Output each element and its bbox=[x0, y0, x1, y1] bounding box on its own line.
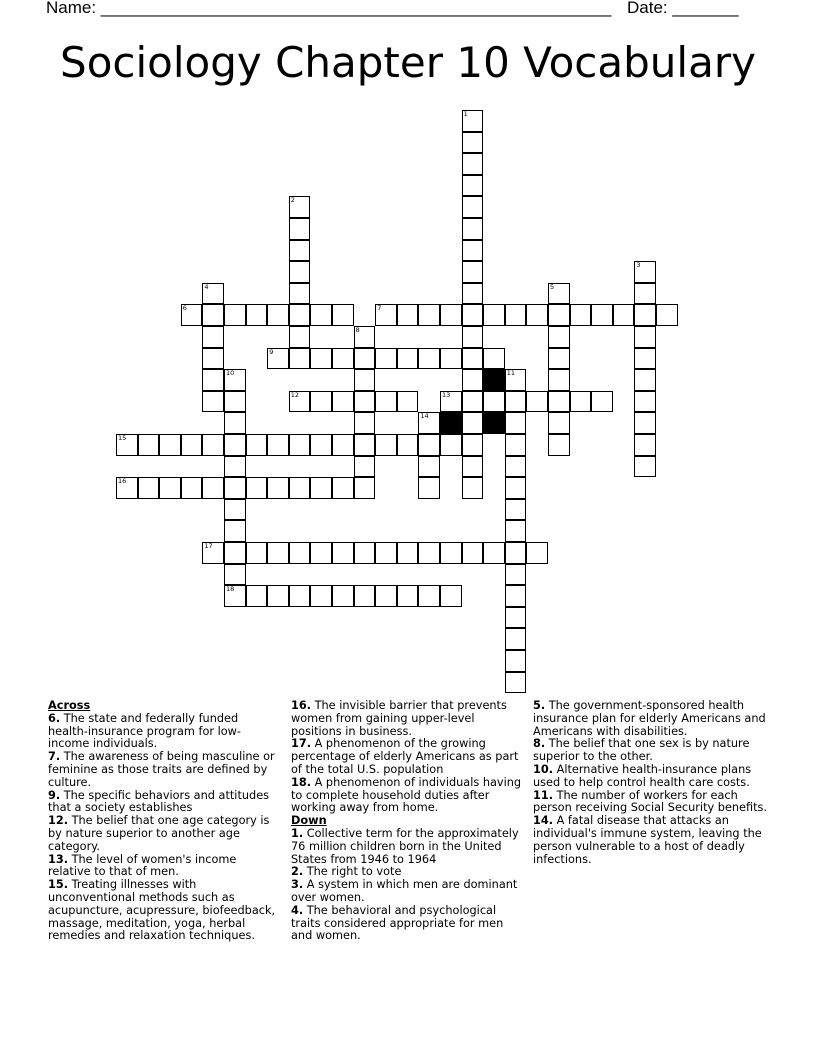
clue-item-text: The state and federally funded health-insurance program for low-income individuals. bbox=[48, 711, 241, 751]
grid-cell[interactable] bbox=[224, 542, 246, 564]
clue-item-text: A phenomenon of the growing percentage of elderly Americans as part of the total U.S. population bbox=[291, 737, 519, 776]
grid-cell[interactable] bbox=[462, 391, 484, 413]
grid-cell[interactable] bbox=[202, 542, 224, 564]
clue-number: 8 bbox=[355, 326, 360, 334]
grid-cell[interactable] bbox=[159, 434, 181, 456]
clue-item bbox=[533, 815, 769, 866]
clue-number: 11 bbox=[506, 369, 516, 378]
clue-item bbox=[48, 854, 280, 880]
clue-item bbox=[533, 700, 769, 738]
clue-item bbox=[533, 738, 769, 764]
grid-cell[interactable] bbox=[613, 304, 635, 326]
grid-cell[interactable] bbox=[505, 304, 527, 326]
grid-cell[interactable] bbox=[591, 304, 613, 326]
grid-cell[interactable] bbox=[267, 477, 289, 499]
grid-cell[interactable] bbox=[224, 499, 246, 521]
clue-item-text: The right to vote bbox=[303, 865, 402, 879]
page-title: Sociology Chapter 10 Vocabulary bbox=[60, 38, 756, 87]
grid-cell[interactable] bbox=[462, 196, 484, 218]
grid-cell[interactable] bbox=[418, 304, 440, 326]
grid-cell[interactable] bbox=[440, 304, 462, 326]
grid-cell[interactable] bbox=[634, 304, 656, 326]
grid-cell[interactable] bbox=[289, 240, 311, 262]
grid-cell[interactable] bbox=[246, 477, 268, 499]
clue-item bbox=[291, 828, 523, 866]
grid-cell[interactable] bbox=[548, 391, 570, 413]
grid-cell[interactable] bbox=[397, 391, 419, 413]
grid-cell[interactable] bbox=[591, 391, 613, 413]
grid-cell[interactable] bbox=[354, 585, 376, 607]
grid-cell[interactable] bbox=[310, 348, 332, 370]
clue-number: 7 bbox=[377, 304, 382, 313]
grid-cell[interactable] bbox=[462, 456, 484, 478]
grid-cell[interactable] bbox=[462, 110, 484, 132]
clue-item-number: 5. bbox=[533, 699, 546, 712]
grid-cell[interactable] bbox=[202, 304, 224, 326]
down-clue-list bbox=[291, 828, 523, 943]
grid-cell[interactable] bbox=[354, 369, 376, 391]
grid-cell[interactable] bbox=[505, 391, 527, 413]
grid-cell[interactable] bbox=[505, 650, 527, 672]
across-heading: Across bbox=[48, 699, 91, 712]
clue-item-text: Alternative health-insurance plans used to help control health care costs. bbox=[533, 762, 752, 789]
grid-cell[interactable] bbox=[289, 304, 311, 326]
grid-cell[interactable] bbox=[483, 542, 505, 564]
clue-item-number: 6. bbox=[48, 711, 61, 725]
grid-cell[interactable] bbox=[138, 434, 160, 456]
black-cell bbox=[440, 412, 462, 434]
clue-item bbox=[48, 790, 280, 816]
grid-cell[interactable] bbox=[375, 585, 397, 607]
clue-item bbox=[291, 738, 523, 776]
clue-item-text: Treating illnesses with unconventional methods such as acupuncture, acupressure, biofeedback, massage, meditation, yoga, herbal remedies and relaxation techniques. bbox=[48, 878, 276, 943]
grid-cell[interactable] bbox=[483, 391, 505, 413]
clue-item-text: The specific behaviors and attitudes that a society establishes bbox=[48, 788, 270, 815]
clue-item-number: 3. bbox=[291, 878, 304, 892]
grid-cell[interactable] bbox=[505, 434, 527, 456]
grid-cell[interactable] bbox=[202, 391, 224, 413]
grid-cell[interactable] bbox=[224, 585, 246, 607]
clue-item-text: The number of workers for each person receiving Social Security benefits. bbox=[533, 788, 768, 815]
across-clue-list-continued bbox=[291, 700, 523, 815]
grid-cell[interactable] bbox=[267, 304, 289, 326]
clue-item-number: 7. bbox=[48, 750, 61, 764]
grid-cell[interactable] bbox=[224, 456, 246, 478]
clue-number: 5 bbox=[550, 282, 555, 291]
grid-cell[interactable] bbox=[138, 477, 160, 499]
clue-item bbox=[291, 700, 523, 738]
clue-item bbox=[533, 764, 769, 790]
grid-cell[interactable] bbox=[462, 326, 484, 348]
grid-cell[interactable] bbox=[440, 434, 462, 456]
clue-number: 18 bbox=[226, 585, 235, 594]
grid-cell[interactable] bbox=[397, 434, 419, 456]
clue-number: 4 bbox=[204, 282, 209, 291]
down-clue-list-continued bbox=[533, 700, 769, 866]
grid-cell[interactable] bbox=[310, 477, 332, 499]
grid-cell[interactable] bbox=[548, 326, 570, 348]
grid-cell[interactable] bbox=[202, 283, 224, 305]
grid-cell[interactable] bbox=[375, 434, 397, 456]
grid-cell[interactable] bbox=[202, 348, 224, 370]
grid-cell[interactable] bbox=[246, 585, 268, 607]
grid-cell[interactable] bbox=[462, 542, 484, 564]
clue-item-text: A system in which men are dominant over women. bbox=[291, 878, 518, 904]
grid-cell[interactable] bbox=[440, 391, 462, 413]
clue-item bbox=[48, 879, 280, 943]
clue-column-2 bbox=[291, 700, 523, 943]
black-cell bbox=[483, 412, 505, 434]
grid-cell[interactable] bbox=[116, 477, 138, 499]
clue-number: 2 bbox=[290, 196, 295, 205]
grid-cell[interactable] bbox=[375, 542, 397, 564]
clue-item-number: 10. bbox=[533, 762, 554, 776]
name-field-label: Name: ______________________________________________________ bbox=[46, 0, 612, 17]
grid-cell[interactable] bbox=[354, 477, 376, 499]
grid-cell[interactable] bbox=[634, 283, 656, 305]
grid-cell[interactable] bbox=[310, 542, 332, 564]
grid-cell[interactable] bbox=[548, 369, 570, 391]
grid-cell[interactable] bbox=[332, 391, 354, 413]
grid-cell[interactable] bbox=[354, 542, 376, 564]
grid-cell[interactable] bbox=[505, 412, 527, 434]
grid-cell[interactable] bbox=[505, 607, 527, 629]
grid-cell[interactable] bbox=[418, 348, 440, 370]
clue-item-text: The invisible barrier that prevents women from gaining upper-level positions in business. bbox=[291, 699, 507, 738]
grid-cell[interactable] bbox=[375, 348, 397, 370]
grid-cell[interactable] bbox=[548, 283, 570, 305]
clue-item-number: 8. bbox=[533, 737, 546, 751]
clue-item-number: 9. bbox=[48, 788, 61, 802]
grid-cell[interactable] bbox=[246, 542, 268, 564]
grid-cell[interactable] bbox=[505, 456, 527, 478]
clue-item-number: 16. bbox=[291, 699, 312, 712]
clue-item-number: 15. bbox=[48, 878, 69, 892]
grid-cell[interactable] bbox=[656, 304, 678, 326]
grid-cell[interactable] bbox=[462, 261, 484, 283]
grid-cell[interactable] bbox=[354, 434, 376, 456]
grid-cell[interactable] bbox=[548, 304, 570, 326]
grid-cell[interactable] bbox=[224, 477, 246, 499]
grid-cell[interactable] bbox=[332, 348, 354, 370]
grid-cell[interactable] bbox=[418, 542, 440, 564]
grid-cell[interactable] bbox=[116, 434, 138, 456]
grid-cell[interactable] bbox=[202, 477, 224, 499]
grid-cell[interactable] bbox=[354, 412, 376, 434]
clue-number: 6 bbox=[182, 304, 187, 313]
grid-cell[interactable] bbox=[375, 391, 397, 413]
clue-item bbox=[533, 790, 769, 816]
grid-cell[interactable] bbox=[634, 391, 656, 413]
clue-item-number: 17. bbox=[291, 737, 312, 751]
grid-cell[interactable] bbox=[289, 218, 311, 240]
grid-cell[interactable] bbox=[289, 196, 311, 218]
clue-item-text: The awareness of being masculine or feminine as those traits are defined by culture. bbox=[48, 750, 275, 789]
grid-cell[interactable] bbox=[548, 412, 570, 434]
grid-cell[interactable] bbox=[462, 132, 484, 154]
grid-cell[interactable] bbox=[332, 434, 354, 456]
grid-cell[interactable] bbox=[310, 304, 332, 326]
clue-number: 9 bbox=[269, 347, 274, 356]
grid-cell[interactable] bbox=[289, 283, 311, 305]
grid-cell[interactable] bbox=[267, 585, 289, 607]
grid-cell[interactable] bbox=[332, 585, 354, 607]
grid-cell[interactable] bbox=[267, 434, 289, 456]
clue-item-number: 1. bbox=[291, 826, 304, 840]
grid-cell[interactable] bbox=[267, 542, 289, 564]
grid-cell[interactable] bbox=[634, 261, 656, 283]
grid-cell[interactable] bbox=[462, 175, 484, 197]
grid-cell[interactable] bbox=[570, 304, 592, 326]
grid-cell[interactable] bbox=[505, 585, 527, 607]
grid-cell[interactable] bbox=[505, 520, 527, 542]
grid-cell[interactable] bbox=[634, 348, 656, 370]
grid-cell[interactable] bbox=[181, 477, 203, 499]
grid-cell[interactable] bbox=[310, 585, 332, 607]
grid-cell[interactable] bbox=[181, 434, 203, 456]
clue-column-3 bbox=[533, 700, 769, 866]
grid-cell[interactable] bbox=[224, 391, 246, 413]
grid-cell[interactable] bbox=[289, 326, 311, 348]
grid-cell[interactable] bbox=[634, 434, 656, 456]
grid-cell[interactable] bbox=[332, 542, 354, 564]
clue-number: 13 bbox=[442, 390, 451, 399]
grid-cell[interactable] bbox=[397, 542, 419, 564]
grid-cell[interactable] bbox=[224, 564, 246, 586]
clue-item-text: The level of women's income relative to that of men. bbox=[48, 852, 237, 879]
grid-cell[interactable] bbox=[462, 283, 484, 305]
clue-column-1 bbox=[48, 700, 280, 943]
grid-cell[interactable] bbox=[224, 520, 246, 542]
grid-cell[interactable] bbox=[202, 434, 224, 456]
down-heading: Down bbox=[291, 814, 327, 828]
grid-cell[interactable] bbox=[397, 348, 419, 370]
grid-cell[interactable] bbox=[462, 240, 484, 262]
grid-cell[interactable] bbox=[505, 564, 527, 586]
grid-cell[interactable] bbox=[505, 628, 527, 650]
clue-number: 17 bbox=[204, 542, 213, 550]
grid-cell[interactable] bbox=[418, 434, 440, 456]
clue-item-number: 11. bbox=[533, 788, 554, 802]
grid-cell[interactable] bbox=[354, 391, 376, 413]
clue-item bbox=[48, 751, 280, 789]
grid-cell[interactable] bbox=[634, 369, 656, 391]
grid-cell[interactable] bbox=[354, 456, 376, 478]
clue-item-text: The belief that one sex is by nature superior to the other. bbox=[533, 737, 750, 764]
grid-cell[interactable] bbox=[526, 304, 548, 326]
grid-cell[interactable] bbox=[332, 477, 354, 499]
clue-item-text: A phenomenon of individuals having to complete household duties after working away from home. bbox=[291, 775, 522, 815]
clue-number: 1 bbox=[463, 110, 468, 118]
grid-cell[interactable] bbox=[224, 369, 246, 391]
black-cell bbox=[483, 369, 505, 391]
grid-cell[interactable] bbox=[310, 391, 332, 413]
grid-cell[interactable] bbox=[462, 369, 484, 391]
clue-item bbox=[48, 815, 280, 853]
grid-cell[interactable] bbox=[462, 348, 484, 370]
grid-cell[interactable] bbox=[526, 391, 548, 413]
grid-cell[interactable] bbox=[289, 542, 311, 564]
grid-cell[interactable] bbox=[462, 218, 484, 240]
grid-cell[interactable] bbox=[505, 499, 527, 521]
clue-item-text: The government-sponsored health insurance plan for elderly Americans and Americans with disabilities. bbox=[533, 699, 766, 738]
grid-cell[interactable] bbox=[548, 348, 570, 370]
clue-number: 12 bbox=[290, 390, 300, 399]
grid-cell[interactable] bbox=[505, 542, 527, 564]
grid-cell[interactable] bbox=[418, 412, 440, 434]
grid-cell[interactable] bbox=[181, 304, 203, 326]
grid-cell[interactable] bbox=[505, 672, 527, 694]
across-clue-list bbox=[48, 713, 280, 943]
grid-cell[interactable] bbox=[289, 434, 311, 456]
grid-cell[interactable] bbox=[246, 434, 268, 456]
grid-cell[interactable] bbox=[634, 412, 656, 434]
clue-item-text: Collective term for the approximately 76 million children born in the United States from 1946 to 1964 bbox=[291, 826, 519, 866]
grid-cell[interactable] bbox=[462, 434, 484, 456]
grid-cell[interactable] bbox=[354, 326, 376, 348]
grid-cell[interactable] bbox=[289, 585, 311, 607]
grid-cell[interactable] bbox=[418, 456, 440, 478]
grid-cell[interactable] bbox=[289, 348, 311, 370]
grid-cell[interactable] bbox=[354, 348, 376, 370]
grid-cell[interactable] bbox=[289, 391, 311, 413]
grid-cell[interactable] bbox=[310, 434, 332, 456]
grid-cell[interactable] bbox=[397, 585, 419, 607]
grid-cell[interactable] bbox=[483, 348, 505, 370]
clue-item-number: 13. bbox=[48, 852, 69, 866]
clue-item-number: 2. bbox=[291, 865, 304, 879]
clue-number: 16 bbox=[118, 477, 127, 486]
grid-cell[interactable] bbox=[570, 391, 592, 413]
clue-number: 3 bbox=[636, 261, 641, 270]
grid-cell[interactable] bbox=[505, 369, 527, 391]
clue-item-number: 14. bbox=[533, 814, 554, 828]
clue-item-number: 4. bbox=[291, 903, 304, 917]
grid-cell[interactable] bbox=[332, 304, 354, 326]
clue-item bbox=[291, 905, 523, 943]
grid-cell[interactable] bbox=[462, 412, 484, 434]
grid-cell[interactable] bbox=[224, 304, 246, 326]
clue-item bbox=[291, 777, 523, 815]
grid-cell[interactable] bbox=[483, 304, 505, 326]
clue-number: 15 bbox=[118, 434, 127, 442]
grid-cell[interactable] bbox=[224, 412, 246, 434]
grid-cell[interactable] bbox=[397, 304, 419, 326]
grid-cell[interactable] bbox=[202, 369, 224, 391]
grid-cell[interactable] bbox=[289, 477, 311, 499]
grid-cell[interactable] bbox=[440, 585, 462, 607]
grid-cell[interactable] bbox=[462, 153, 484, 175]
grid-cell[interactable] bbox=[440, 542, 462, 564]
grid-cell[interactable] bbox=[440, 348, 462, 370]
clue-item-text: A fatal disease that attacks an individual's immune system, leaving the person vulnerable to a host of deadly infections. bbox=[533, 814, 762, 866]
grid-cell[interactable] bbox=[418, 477, 440, 499]
grid-cell[interactable] bbox=[224, 434, 246, 456]
clue-number: 14 bbox=[420, 412, 429, 421]
grid-cell[interactable] bbox=[634, 326, 656, 348]
grid-cell[interactable] bbox=[462, 304, 484, 326]
grid-cell[interactable] bbox=[526, 542, 548, 564]
grid-cell[interactable] bbox=[267, 348, 289, 370]
clue-item-number: 18. bbox=[291, 775, 312, 789]
clue-number: 10 bbox=[226, 369, 235, 378]
grid-cell[interactable] bbox=[505, 477, 527, 499]
grid-cell[interactable] bbox=[246, 304, 268, 326]
grid-cell[interactable] bbox=[462, 477, 484, 499]
clue-item-text: The behavioral and psychological traits considered appropriate for men and women. bbox=[291, 903, 504, 943]
date-field-label: Date: _______ bbox=[627, 0, 739, 17]
grid-cell[interactable] bbox=[418, 585, 440, 607]
clue-item bbox=[291, 879, 523, 905]
grid-cell[interactable] bbox=[159, 477, 181, 499]
grid-cell[interactable] bbox=[548, 434, 570, 456]
clue-item bbox=[48, 713, 280, 751]
grid-cell[interactable] bbox=[202, 326, 224, 348]
clue-item-text: The belief that one age category is by nature superior to another age category. bbox=[48, 814, 270, 853]
grid-cell[interactable] bbox=[634, 456, 656, 478]
grid-cell[interactable] bbox=[289, 261, 311, 283]
clue-item-number: 12. bbox=[48, 814, 69, 828]
grid-cell[interactable] bbox=[375, 304, 397, 326]
